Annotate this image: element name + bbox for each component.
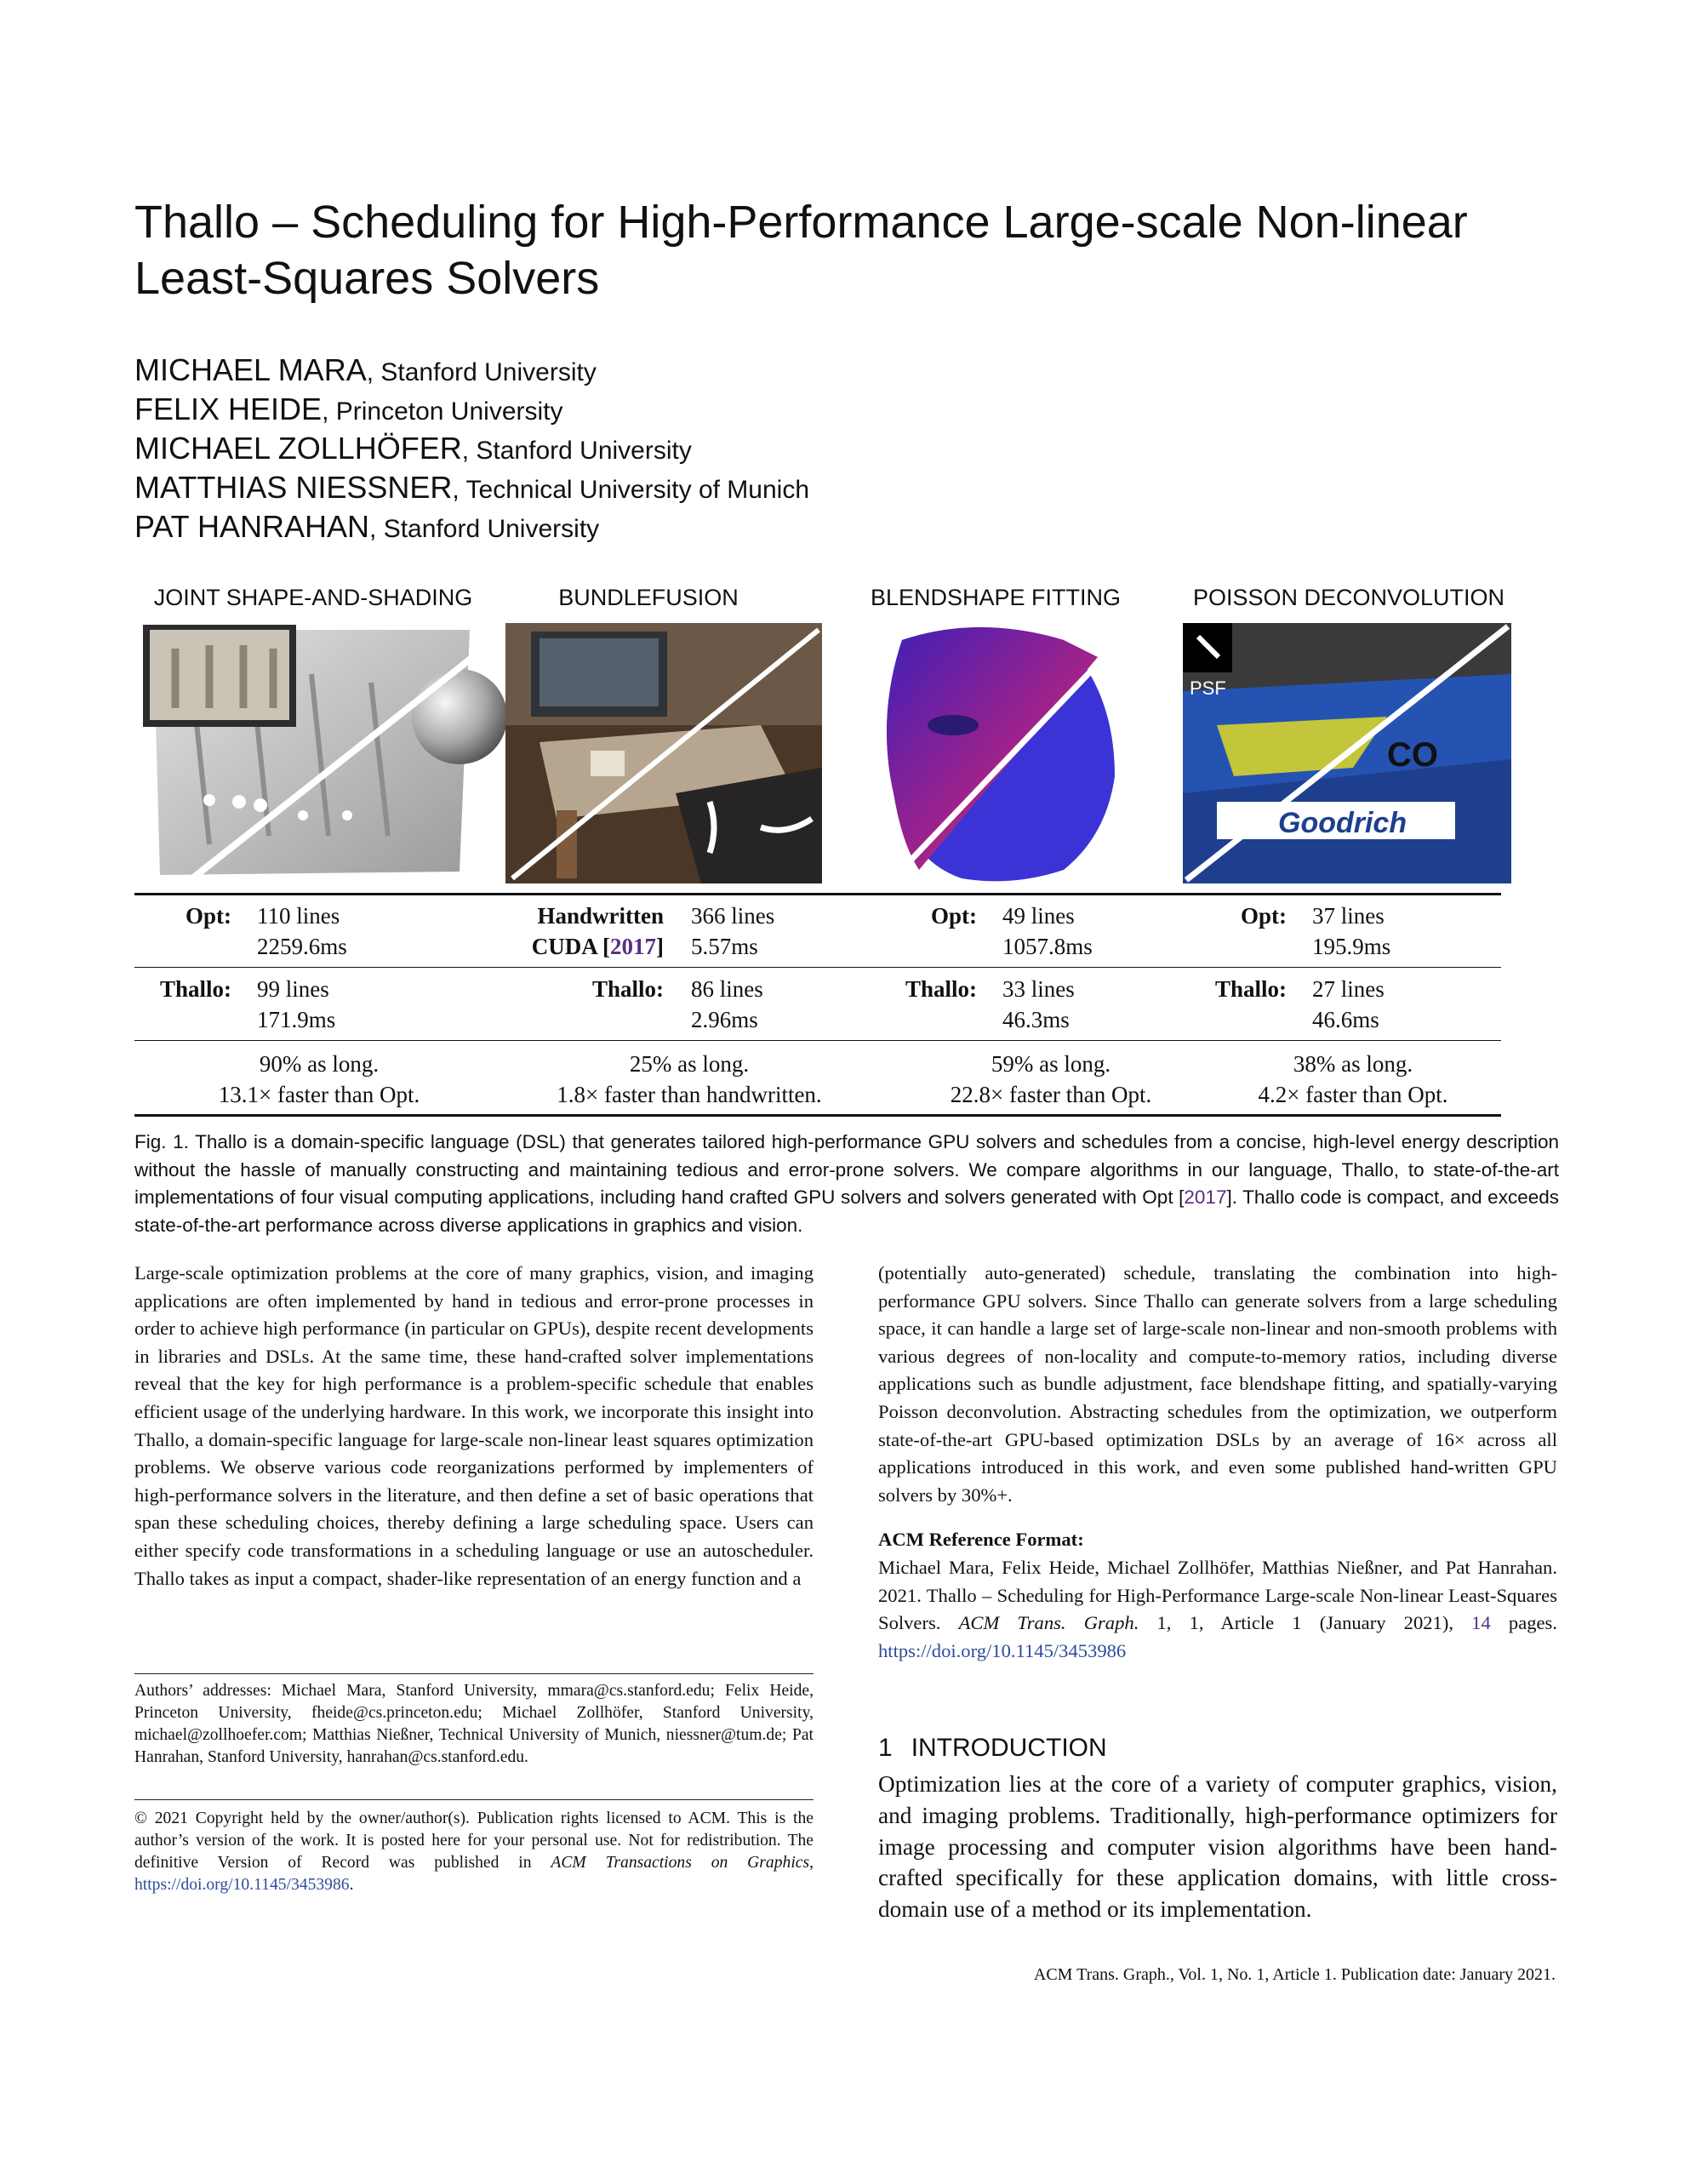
abstract-left [134, 1260, 814, 1592]
author-affiliation: , Princeton University [322, 397, 563, 426]
cuda-label: CUDA [ [531, 934, 610, 959]
acm-ref-text: 1, 1, Article 1 (January 2021), [1139, 1612, 1472, 1634]
doi-link[interactable]: https://doi.org/10.1145/3453986 [134, 1876, 350, 1894]
thallo-lines: 27 lines [1312, 976, 1385, 1002]
comparison-speedup: 13.1× faster than Opt. [218, 1082, 420, 1107]
face-eye [928, 715, 979, 735]
sponsor-text: Goodrich [1278, 807, 1407, 839]
thallo-label: Thallo: [1214, 976, 1287, 1002]
handwritten-label: Handwritten [537, 903, 664, 929]
author-affiliation: , Stanford University [366, 358, 597, 386]
opt-lines: 49 lines [1002, 903, 1075, 929]
opt-label: Opt: [186, 903, 231, 929]
handwritten-lines: 366 lines [691, 903, 775, 929]
shading-sphere [412, 669, 505, 764]
opt-label: Opt: [1241, 903, 1287, 929]
table-top-rule [134, 893, 1501, 895]
author-name: MATTHIAS NIESSNER [134, 470, 453, 505]
marker-dot [232, 795, 246, 809]
bundlefusion-figure [505, 623, 822, 883]
thallo-label: Thallo: [591, 976, 664, 1002]
author-list [134, 351, 809, 546]
input-photo-inset [150, 630, 289, 720]
author-name: FELIX HEIDE [134, 392, 323, 426]
table-rule [134, 967, 1501, 968]
thallo-time: 171.9ms [257, 1007, 336, 1032]
copyright-text: . [349, 1876, 354, 1894]
handwritten-time: 5.57ms [691, 934, 758, 959]
footnote-rule [134, 1799, 814, 1800]
comparison-length: 59% as long. [991, 1051, 1111, 1077]
marker-dot [298, 810, 308, 820]
comparison-speedup: 1.8× faster than handwritten. [557, 1082, 822, 1107]
author-entry [134, 507, 809, 546]
comparison-speedup: 22.8× faster than Opt. [950, 1082, 1152, 1107]
figure-caption [134, 1129, 1559, 1239]
caption-text: ]. Thallo code is compact, and exceeds state-of-the-art performance across diverse applications in graphics and vision. [134, 1186, 1559, 1236]
thallo-lines: 99 lines [257, 976, 329, 1002]
author-name: MICHAEL MARA [134, 352, 367, 387]
author-entry [134, 429, 809, 468]
blendshape-figure [876, 623, 1140, 883]
abstract-text: (potentially auto-generated) schedule, translating the combination into high-performance GPU solvers. Since Thallo can generate solvers from a large scheduling space, it can handle a large set of large-scale non-linear and non-smooth problems with various degrees of non-locality and compute-to-memory ratios, including diverse applications such as bundle adjustment, face blendshape fitting, and spatially-varying Poisson deconvolution. Abstracting schedules from the optimization, we outperform state-of-the-art GPU-based optimization DSLs by an average of 16× across all applications introduced in this work, and even some published hand-written GPU solvers by 30%+. [878, 1262, 1557, 1506]
cuda-label: ] [656, 934, 664, 959]
marker-dot [342, 810, 352, 820]
scene-object [591, 751, 625, 776]
opt-lines: 110 lines [257, 903, 340, 929]
copyright-text: © 2021 Copyright held by the owner/author(s). Publication rights licensed to ACM. This is the author’s version of the work. It is posted here for your personal use. Not for redistribution. The definitive Version of Record was published in [134, 1810, 814, 1872]
panel-title-blendshape: BLENDSHAPE FITTING [870, 585, 1122, 610]
thallo-time: 46.3ms [1002, 1007, 1070, 1032]
copyright-text: , [809, 1854, 814, 1872]
opt-time: 195.9ms [1312, 934, 1391, 959]
panel-title-bundlefusion: BUNDLEFUSION [558, 585, 739, 610]
marker-dot [254, 798, 267, 812]
shape-shading-figure [141, 623, 505, 883]
author-entry [134, 468, 809, 507]
thallo-label: Thallo: [905, 976, 977, 1002]
abstract-text: Large-scale optimization problems at the core of many graphics, vision, and imaging applications are often implemented by hand in tedious and error-prone processes in order to achieve high performance (in particular on GPUs), despite recent developments in libraries and DSLs. At the same time, these hand-crafted solver implementations reveal that the key for high performance is a problem-specific schedule that enables efficient usage of the underlying hardware. In this work, we incorporate this insight into Thallo, a domain-specific language for large-scale non-linear least squares optimization problems. We observe various code reorganizations performed by implementers of high-performance solvers in the literature, and then define a set of basic operations that span these scheduling choices, thereby defining a large scheduling space. Users can either specify code transformations in a scheduling language or use an autoscheduler. Thallo takes as input a compact, shader-like representation of an energy function and a [134, 1262, 814, 1589]
abstract-right [878, 1260, 1557, 1665]
author-affiliation: , Stanford University [461, 437, 692, 465]
author-addresses: Authors’ addresses: Michael Mara, Stanford University, mmara@cs.stanford.edu; Felix Heide, Princeton University, fheide@cs.princeton.edu; Michael Zollhöfer, Stanford University, michael@zollhoefer.com; Matthias Nießner, Technical University of Munich, niessner@tum.de; Pat Hanrahan, Stanford University, hanrahan@cs.stanford.edu. [134, 1682, 814, 1766]
comparison-length: 38% as long. [1293, 1051, 1413, 1077]
opt-label: Opt: [931, 903, 977, 929]
section-heading [878, 1729, 1107, 1767]
section-number: 1 [878, 1734, 893, 1762]
author-name: MICHAEL ZOLLHÖFER [134, 431, 462, 466]
scene-monitor [540, 638, 659, 706]
comparison-speedup: 4.2× faster than Opt. [1258, 1082, 1448, 1107]
opt-time: 2259.6ms [257, 934, 347, 959]
author-affiliation: , Technical University of Munich [452, 476, 810, 504]
thallo-lines: 33 lines [1002, 976, 1075, 1002]
comparison-length: 90% as long. [259, 1051, 380, 1077]
author-affiliation: , Stanford University [369, 515, 600, 543]
handwritten-label [502, 931, 664, 962]
marker-dot [203, 794, 215, 806]
doi-link[interactable]: https://doi.org/10.1145/3453986 [878, 1639, 1127, 1661]
intro-paragraph: Optimization lies at the core of a variety of computer graphics, vision, and imaging problems. Traditionally, high-performance optimizers for image processing and computer vision algorithms have been hand-crafted specifically for these application domains, with little cross-domain use of a method or its implementation. [878, 1771, 1557, 1923]
section-title: INTRODUCTION [911, 1734, 1107, 1762]
acm-ref-text: pages. [1490, 1612, 1557, 1634]
footnote-rule [134, 1673, 814, 1674]
author-name: PAT HANRAHAN [134, 509, 370, 544]
copyright-notice [134, 1808, 814, 1896]
citation-link[interactable]: 2017 [1184, 1186, 1227, 1209]
acm-reference [878, 1554, 1557, 1665]
panel-title-deconvolution: POISSON DECONVOLUTION [1192, 585, 1505, 610]
caption-text: Fig. 1. Thallo is a domain-specific language (DSL) that generates tailored high-performance GPU solvers and schedules from a concise, high-level energy description without the hassle of manually constructing and maintaining tedious and error-prone solvers. We compare algorithms in our language, Thallo, to state-of-the-art implementations of four visual computing applications, including hand crafted GPU solvers and solvers generated with Opt [ [134, 1131, 1559, 1209]
citation-link[interactable]: 2017 [610, 934, 656, 959]
table-bottom-rule [134, 1114, 1501, 1117]
table-rule [134, 1040, 1501, 1041]
acm-ref-heading: ACM Reference Format: [878, 1529, 1084, 1551]
opt-time: 1057.8ms [1002, 934, 1093, 959]
page-footer: ACM Trans. Graph., Vol. 1, No. 1, Article 1. Publication date: January 2021. [1033, 1965, 1556, 1984]
thallo-lines: 86 lines [691, 976, 763, 1002]
panel-title-shape-shading: JOINT SHAPE-AND-SHADING [153, 585, 473, 610]
thallo-time: 46.6ms [1312, 1007, 1379, 1032]
thallo-time: 2.96ms [691, 1007, 758, 1032]
author-entry [134, 351, 809, 390]
pages-link[interactable]: 14 [1471, 1612, 1491, 1634]
logo-text: CO [1387, 736, 1438, 774]
psf-label: PSF [1190, 677, 1226, 699]
thallo-label: Thallo: [159, 976, 231, 1002]
acm-ref-text: Michael Mara, Felix Heide, Michael Zollhöfer, Matthias Nießner, and Pat Hanrahan. 2021. Thallo – Scheduling for High-Performance Large-scale Non-linear Least-Squares Solvers. [878, 1556, 1557, 1634]
opt-lines: 37 lines [1312, 903, 1385, 929]
journal-name: ACM Transactions on Graphics [551, 1854, 810, 1872]
author-entry [134, 390, 809, 429]
comparison-length: 25% as long. [629, 1051, 750, 1077]
journal-name: ACM Trans. Graph. [958, 1612, 1139, 1634]
deconvolution-figure [1183, 623, 1511, 883]
paper-title: Thallo – Scheduling for High-Performance Large-scale Non-linear Least-Squares Solvers [134, 197, 1468, 304]
scene-chair [557, 810, 577, 878]
